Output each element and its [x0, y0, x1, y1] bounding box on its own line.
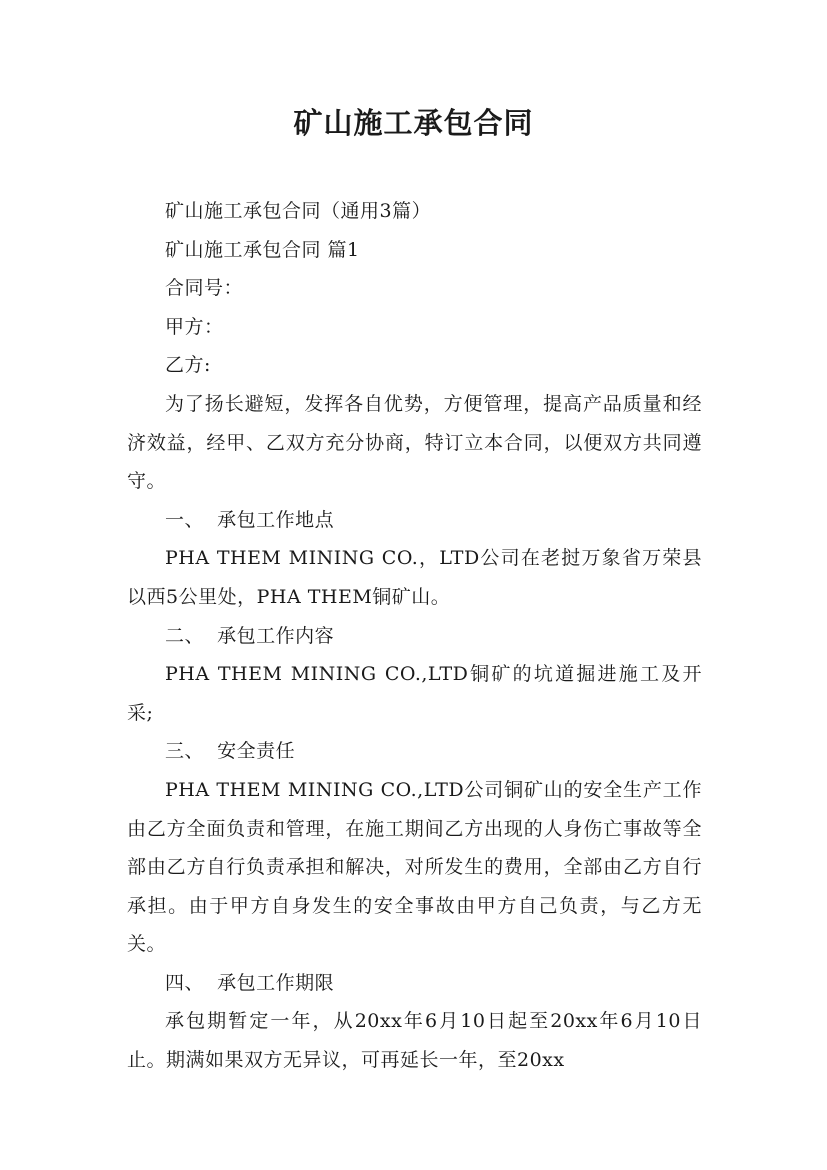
paragraph-preamble: 为了扬长避短，发挥各自优势，方便管理，提高产品质量和经济效益，经甲、乙双方充分协商，特订立本合同，以便双方共同遵守。	[127, 392, 702, 493]
paragraph-safety: PHA THEM MINING CO.,LTD公司铜矿山的安全生产工作由乙方全面负责和管理，在施工期间乙方出现的人身伤亡事故等全部由乙方自行负责承担和解决，对所发生的费用，全部由乙方自行承担。由于甲方自身发生的安全事故由甲方自己负责，与乙方无关。	[127, 778, 702, 956]
paragraph-party-a: 甲方：	[165, 315, 224, 338]
paragraph-term: 承包期暂定一年，从20xx年6月10日起至20xx年6月10日止。期满如果双方无异议，可再延长一年，至20xx	[127, 1010, 702, 1072]
document-title: 矿山施工承包合同	[293, 106, 534, 140]
section-heading-term: 四、 承包工作期限	[165, 971, 335, 994]
paragraph-content: PHA THEM MINING CO.,LTD铜矿的坑道掘进施工及开采;	[127, 663, 702, 724]
document-body	[127, 192, 702, 1080]
paragraph-location: PHA THEM MINING CO.，LTD公司在老挝万象省万荣县以西5公里处，PHA THEM铜矿山。	[127, 547, 702, 608]
paragraph-party-b: 乙方:	[165, 354, 211, 377]
section-heading-location: 一、 承包工作地点	[165, 508, 335, 531]
section-heading-content: 二、 承包工作内容	[165, 624, 335, 647]
section-heading-safety: 三、 安全责任	[165, 740, 296, 763]
paragraph-subtitle: 矿山施工承包合同（通用3篇）	[165, 200, 432, 222]
paragraph-part-heading: 矿山施工承包合同 篇1	[165, 238, 360, 261]
paragraph-contract-number: 合同号：	[165, 277, 244, 300]
